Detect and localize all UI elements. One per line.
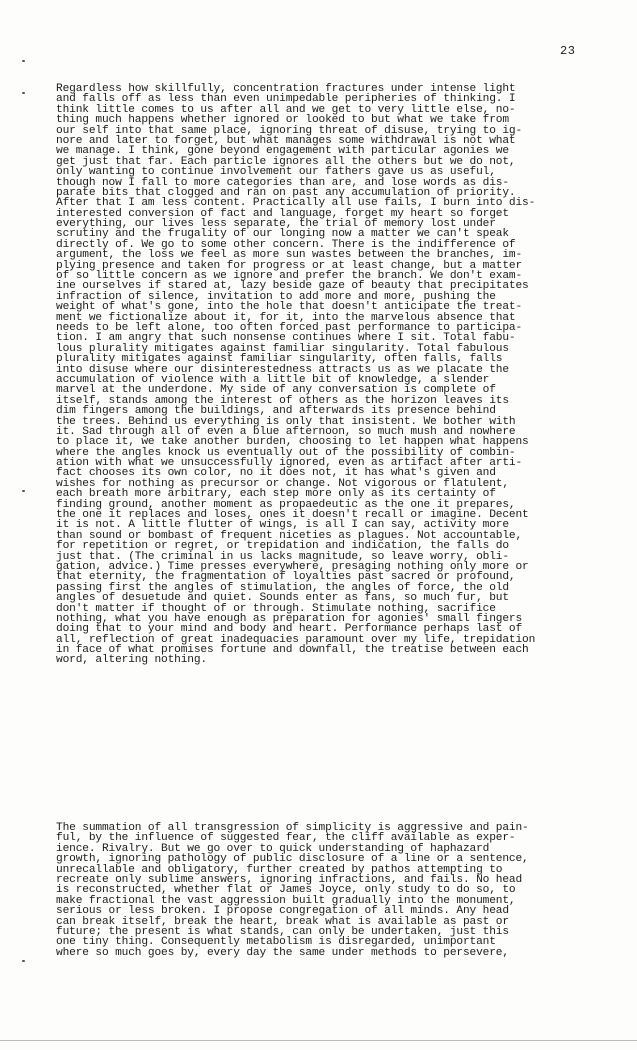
text-line: word, altering nothing. xyxy=(56,654,207,667)
text-line: plying presence and taken for progress or at least change, but a matter xyxy=(56,259,523,272)
text-line: all, reflection of great inadequacies paramount over my life, trepidation xyxy=(56,633,536,646)
text-line: ful, by the influence of suggested fear, the cliff available as exper- xyxy=(56,832,516,845)
text-line: nore and later to forget, but what manages some withdrawal is not what xyxy=(56,134,516,147)
text-line: fact chooses its own color, no it does not, it has what's given and xyxy=(56,467,496,480)
text-line: lous plurality mitigates against familiar singularity. Total fabulous xyxy=(56,342,509,355)
margin-mark xyxy=(22,490,25,492)
text-line: though now I fall to more categories than are, and lose words as dis- xyxy=(56,176,509,189)
margin-mark xyxy=(22,60,25,62)
text-line: interested conversion of fact and language, forget my heart so forget xyxy=(56,207,509,220)
text-line: scrutiny and the frugality of our longing now a matter we can't speak xyxy=(56,228,509,241)
text-line: tion. I am angry that such nonsense continues where I sit. Total fabu- xyxy=(56,332,516,345)
text-line: the trees. Behind us everything is only that insistent. We bother with xyxy=(56,415,516,428)
text-line: nothing, what you have enough as preparation for agonies' small fingers xyxy=(56,612,523,625)
text-line: wishes for nothing as precursor or change. Not vigorous or flatulent, xyxy=(56,477,509,490)
text-line: dim fingers among the buildings, and afterwards its presence behind xyxy=(56,405,496,418)
text-line: unrecallable and obligatory, further created by pathos attempting to xyxy=(56,863,503,876)
text-line: ment we fictionalize about it, for it, into the marvelous absence that xyxy=(56,311,516,324)
text-line: of so little concern as we ignore and prefer the branch. We don't exam- xyxy=(56,270,523,283)
text-line: accumulation of violence with a little bit of knowledge, a slender xyxy=(56,373,490,386)
text-line: where the angles knock us eventually out of the possibility of combin- xyxy=(56,446,516,459)
text-line: we manage. I think, gone beyond engagement with particular agonies we xyxy=(56,145,509,158)
text-line: in face of what promises fortune and downfall, the treatise between each xyxy=(56,644,529,657)
text-line: for repetition or regret, or trepidation and indication, the falls do xyxy=(56,540,509,553)
text-line: one tiny thing. Consequently metabolism is disregarded, unimportant xyxy=(56,936,496,949)
paragraph-1 xyxy=(56,84,612,666)
text-line: everything, our lives less separate, the trial of memory lost under xyxy=(56,218,496,231)
page-edge xyxy=(0,1040,637,1041)
text-line: future; the present is what stands, can only be undertaken, just this xyxy=(56,925,509,938)
text-line: gation, advice.) Time presses everywhere, presaging nothing only more or xyxy=(56,560,529,573)
margin-mark xyxy=(22,92,25,94)
text-line: only wanting to continue involvement our fathers gave us as useful, xyxy=(56,166,496,179)
text-line: just that. (The criminal in us lacks magnitude, so leave worry, obli- xyxy=(56,550,509,563)
text-line: can break itself, break the heart, break what is available as past or xyxy=(56,915,509,928)
text-line: it. Sad through all of even a blue afternoon, so much mush and nowhere xyxy=(56,425,516,438)
text-line: ation with what we unsuccessfully ignored, even as artifact after arti- xyxy=(56,457,523,470)
text-line: needs to be left alone, too often forced past performance to participa- xyxy=(56,321,523,334)
text-line: thing much happens whether ignored or looked to but what we take from xyxy=(56,114,509,127)
text-line: ine ourselves if stared at, lazy beside gaze of beauty that precipitates xyxy=(56,280,529,293)
text-line: each breath more arbitrary, each step more only as its certainty of xyxy=(56,488,496,501)
text-line: is reconstructed, whether flat or James Joyce, only study to do so, to xyxy=(56,884,516,897)
text-line: make fractional the vast aggression built gradually into the monument, xyxy=(56,894,516,907)
text-line: get just that far. Each particle ignores all the others but we do not, xyxy=(56,155,516,168)
text-line: angles of desuetude and quiet. Sounds enter as fans, so much fur, but xyxy=(56,592,509,605)
text-line: marvel at the underdone. My side of any conversation is complete of xyxy=(56,384,496,397)
text-line: to place it, we take another burden, choosing to let happen what happens xyxy=(56,436,529,449)
text-line: think little comes to us after all and we get to very little else, no- xyxy=(56,103,516,116)
text-line: recreate only sublime answers, ignoring infractions, and fails. No head xyxy=(56,873,523,886)
text-line: where so much goes by, every day the same under methods to persevere, xyxy=(56,946,509,959)
paragraph-2 xyxy=(56,823,612,958)
text-line: don't matter if thought of or through. Stimulate nothing, sacrifice xyxy=(56,602,496,615)
text-line: than sound or bombast of frequent niceties as plagues. Not accountable, xyxy=(56,529,523,542)
text-line: into disuse where our disinterestedness attracts us as we placate the xyxy=(56,363,509,376)
text-line: finding ground, another moment as propaedeutic as the one it prepares, xyxy=(56,498,516,511)
text-line: passing first the angles of stimulation, the angles of force, the old xyxy=(56,581,509,594)
text-line: plurality mitigates against familiar singularity, often falls, falls xyxy=(56,353,503,366)
text-line: the one it replaces and loses, ones it doesn't recall or imagine. Decent xyxy=(56,509,529,522)
text-line: infraction of silence, invitation to add more and more, pushing the xyxy=(56,290,496,303)
page-number: 23 xyxy=(560,44,576,58)
text-line: doing that to your mind and body and heart. Performance perhaps last of xyxy=(56,623,523,636)
text-line: it is not. A little flutter of wings, is all I can say, activity more xyxy=(56,519,509,532)
text-line: Regardless how skillfully, concentration fractures under intense light xyxy=(56,83,516,95)
margin-mark xyxy=(22,960,25,962)
text-line: ience. Rivalry. But we go over to quick understanding of haphazard xyxy=(56,842,490,855)
text-line: our self into that same place, ignoring threat of disuse, trying to ig- xyxy=(56,124,523,137)
text-line: and falls off as less than even unimpedable peripheries of thinking. I xyxy=(56,93,516,106)
text-line: parate bits that clogged and ran on past any accumulation of priority. xyxy=(56,186,516,199)
text-line: directly of. We go to some other concern. There is the indifference of xyxy=(56,238,516,251)
text-line: After that I am less content. Practically all use fails, I burn into dis- xyxy=(56,197,536,210)
text-line: The summation of all transgression of simplicity is aggressive and pain- xyxy=(56,822,529,834)
text-line: growth, ignoring pathology of public disclosure of a line or a sentence, xyxy=(56,853,529,866)
text-line: that eternity, the fragmentation of loyalties past sacred or profound, xyxy=(56,571,516,584)
text-line: serious or less broken. I propose congregation of all minds. Any head xyxy=(56,905,509,918)
text-line: argument, the loss we feel as more sun wastes between the branches, im- xyxy=(56,249,523,262)
text-line: weight of what's gone, into the hole that doesn't anticipate the treat- xyxy=(56,301,523,314)
text-line: itself, stands among the interest of others as the horizon leaves its xyxy=(56,394,509,407)
